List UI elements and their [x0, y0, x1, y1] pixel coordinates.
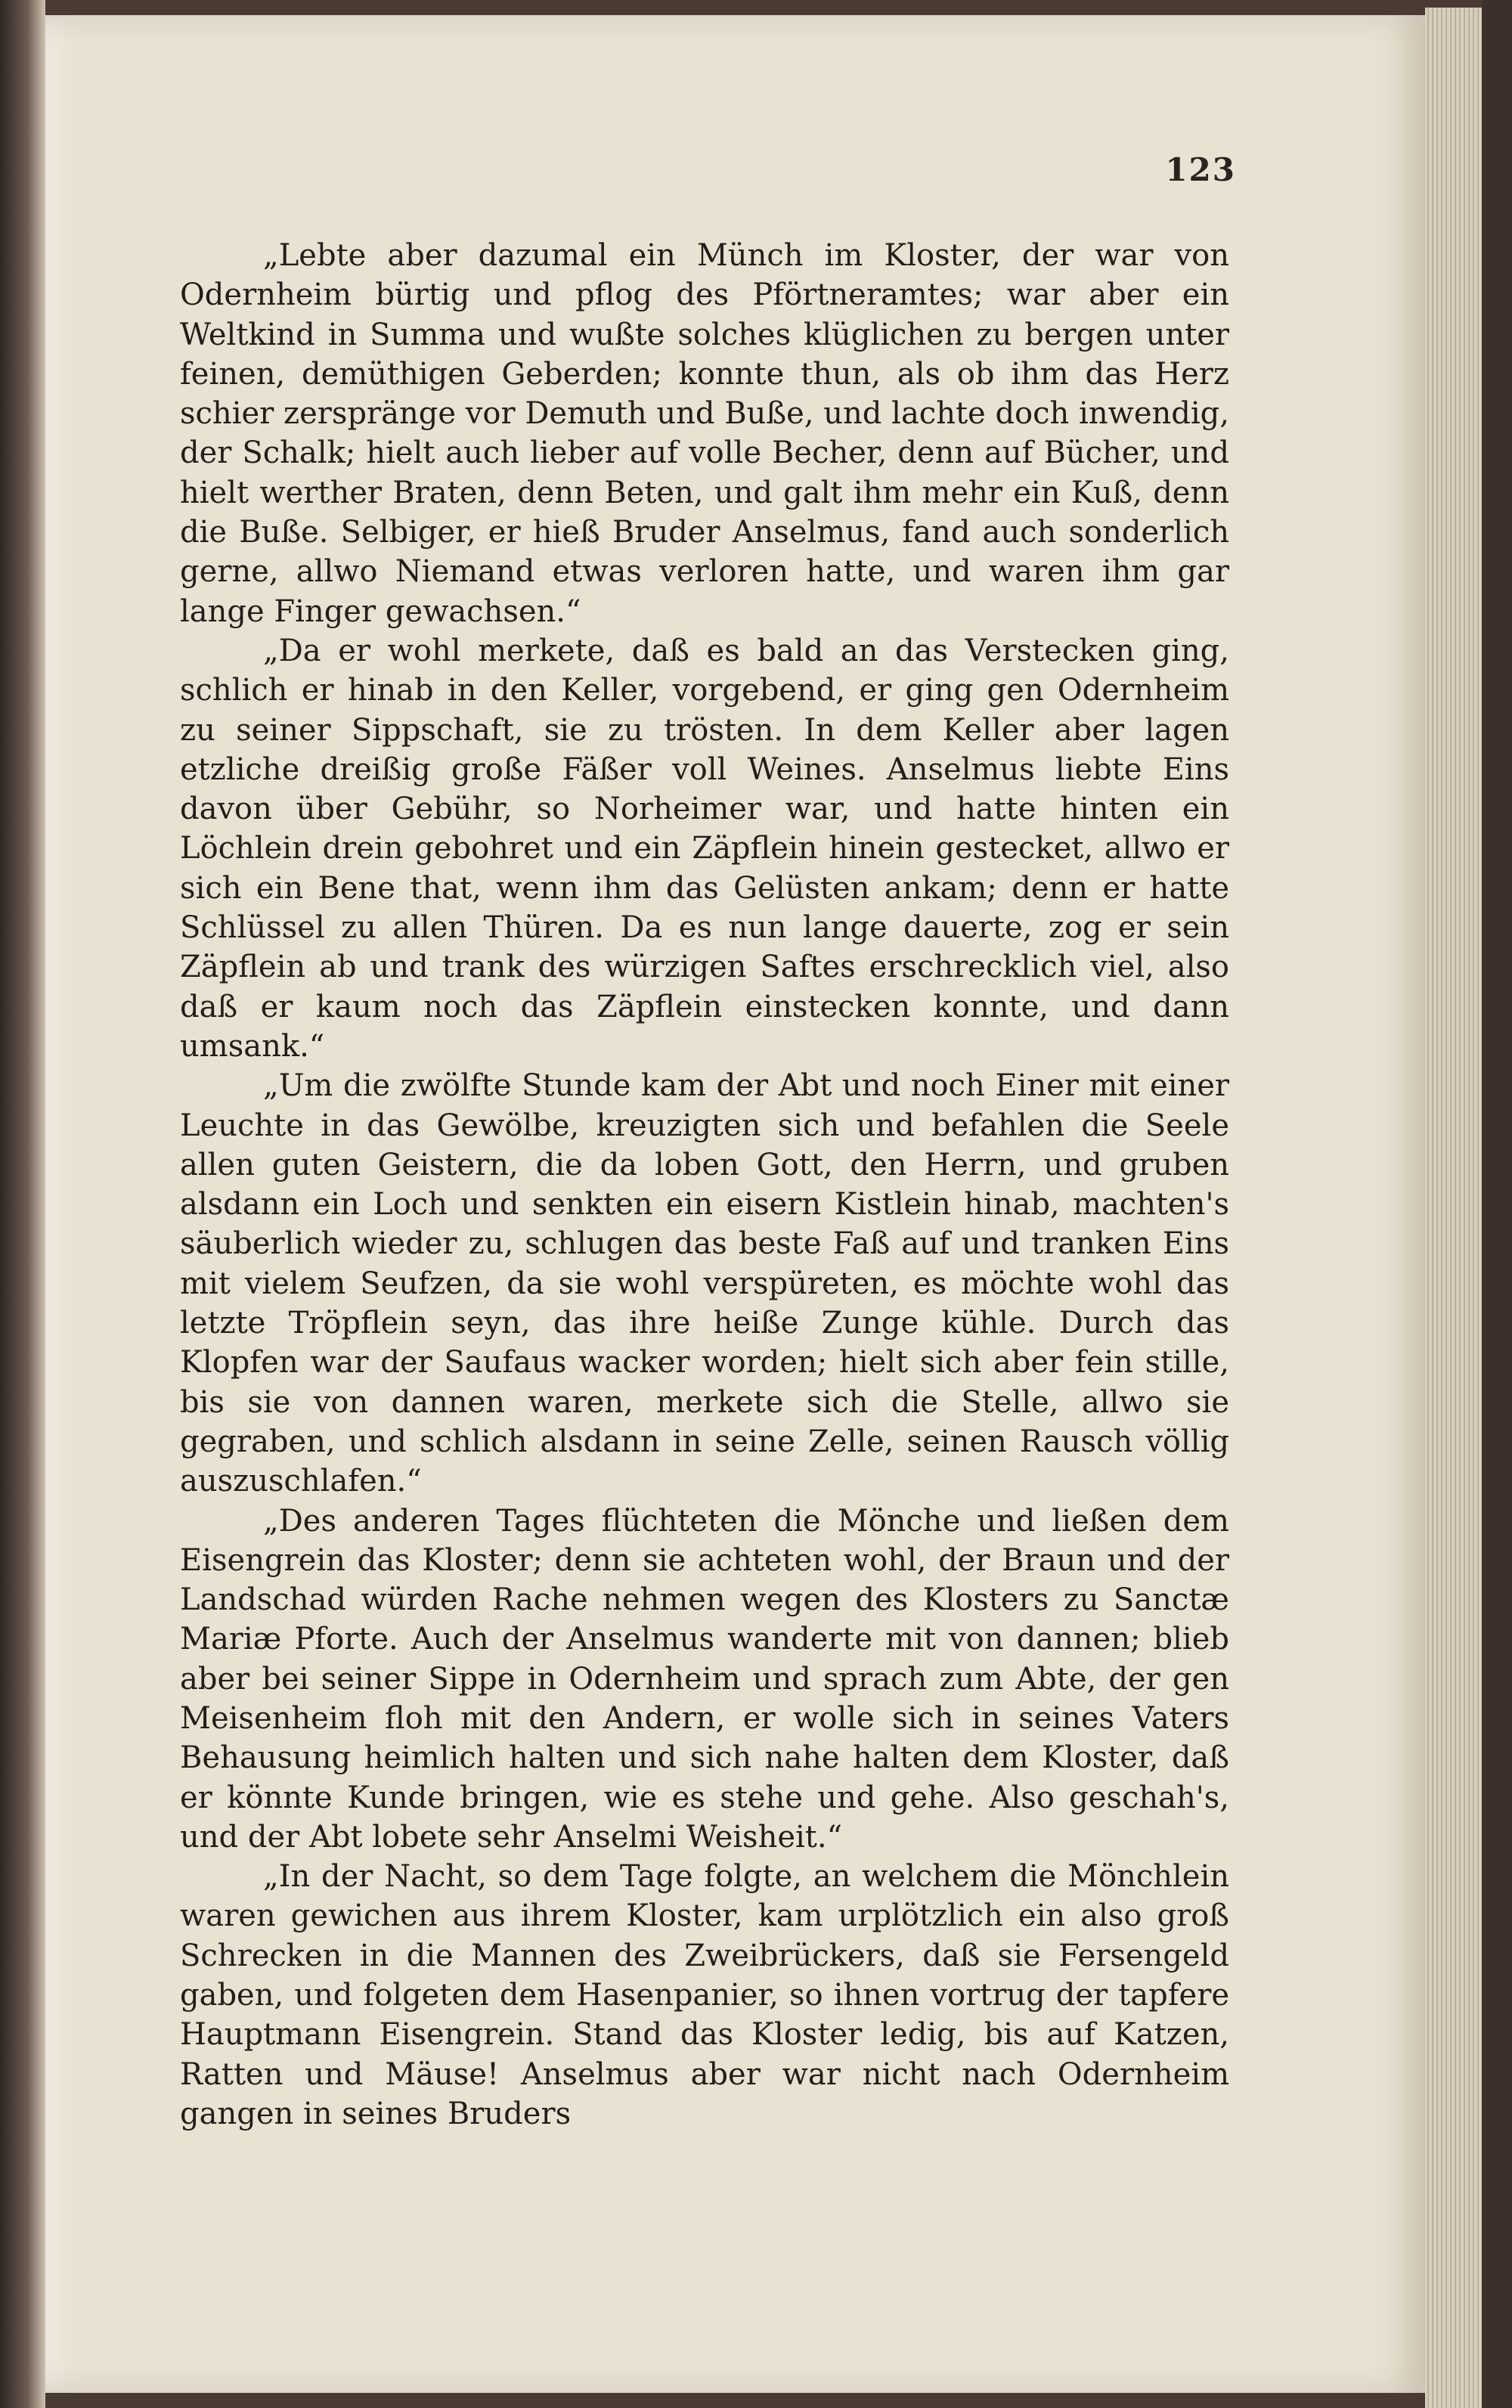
paragraph: „Um die zwölfte Stunde kam der Abt und noch Einer mit einer Leuchte in das Gewölbe, kreuzigten sich und befahlen die Seele allen guten Geistern, die da loben Gott, den Herrn, und gruben alsdann ein Loch und senkten ein eisern Kistlein hinab, machten's säuberlich wieder zu, schlugen das beste Faß auf und tranken Eins mit vielem Seufzen, da sie wohl verspüreten, es möchte wohl das letzte Tröpflein seyn, das ihre heiße Zunge kühle. Durch das Klopfen war der Saufaus wacker worden; hielt sich aber fein stille, bis sie von dannen waren, merkete sich die Stelle, allwo sie gegraben, und schlich alsdann in seine Zelle, seinen Rausch völlig auszuschlafen.“ [180, 1068, 1229, 1499]
paragraph: „In der Nacht, so dem Tage folgte, an welchem die Mönchlein waren gewichen aus ihrem Kloster, kam urplötzlich ein also groß Schrecken in die Mannen des Zweibrückers, daß sie Fersengeld gaben, und folgeten dem Hasenpanier, so ihnen vortrug der tapfere Hauptmann Eisengrein. Stand das Kloster ledig, bis auf Katzen, Ratten und Mäuse! Anselmus aber war nicht nach Odernheim gangen in seines Bruders [180, 1859, 1229, 2131]
book-cover-edge [1482, 0, 1512, 2408]
paragraph: „Da er wohl merkete, daß es bald an das Verstecken ging, schlich er hinab in den Keller, vorgebend, er ging gen Odernheim zu seiner Sippschaft, sie zu trösten. In dem Keller aber lagen etzliche dreißig große Fäßer voll Weines. Anselmus liebte Eins davon über Gebühr, so Norheimer war, und hatte hinten ein Löchlein drein gebohret und ein Zäpflein hinein gestecket, allwo er sich ein Bene that, wenn ihm das Gelüsten ankam; denn er hatte Schlüssel zu allen Thüren. Da es nun lange dauerte, zog er sein Zäpflein ab und trank des würzigen Saftes erschrecklich viel, also daß er kaum noch das Zäpflein einstecken konnte, und dann umsank.“ [180, 633, 1229, 1064]
paragraph: „Des anderen Tages flüchteten die Mönche und ließen dem Eisengrein das Kloster; denn sie achteten wohl, der Braun und der Landschad würden Rache nehmen wegen des Klosters zu Sanctæ Mariæ Pforte. Auch der Anselmus wanderte mit von dannen; blieb aber bei seiner Sippe in Odernheim und sprach zum Abte, der gen Meisenheim floh mit den Andern, er wolle sich in seines Vaters Behausung heimlich halten und sich nahe halten dem Kloster, daß er könnte Kunde bringen, wie es stehe und gehe. Also geschah's, und der Abt lobete sehr Anselmi Weisheit.“ [180, 1503, 1229, 1855]
page-number: 123 [1165, 151, 1236, 188]
left-page-edge [0, 0, 45, 2408]
paragraph: „Lebte aber dazumal ein Münch im Kloster, der war von Odernheim bürtig und pflog des Pförtneramtes; war aber ein Weltkind in Summa und wußte solches klüglichen zu bergen unter feinen, demüthigen Geberden; konnte thun, als ob ihm das Herz schier zerspränge vor Demuth und Buße, und lachte doch inwendig, der Schalk; hielt auch lieber auf volle Becher, denn auf Bücher, und hielt werther Braten, denn Beten, und galt ihm mehr ein Kuß, denn die Buße. Selbiger, er hieß Bruder Anselmus, fand auch sonderlich gerne, allwo Niemand etwas verloren hatte, und waren ihm gar lange Finger gewachsen.“ [180, 238, 1229, 629]
body-text [180, 236, 1229, 2134]
